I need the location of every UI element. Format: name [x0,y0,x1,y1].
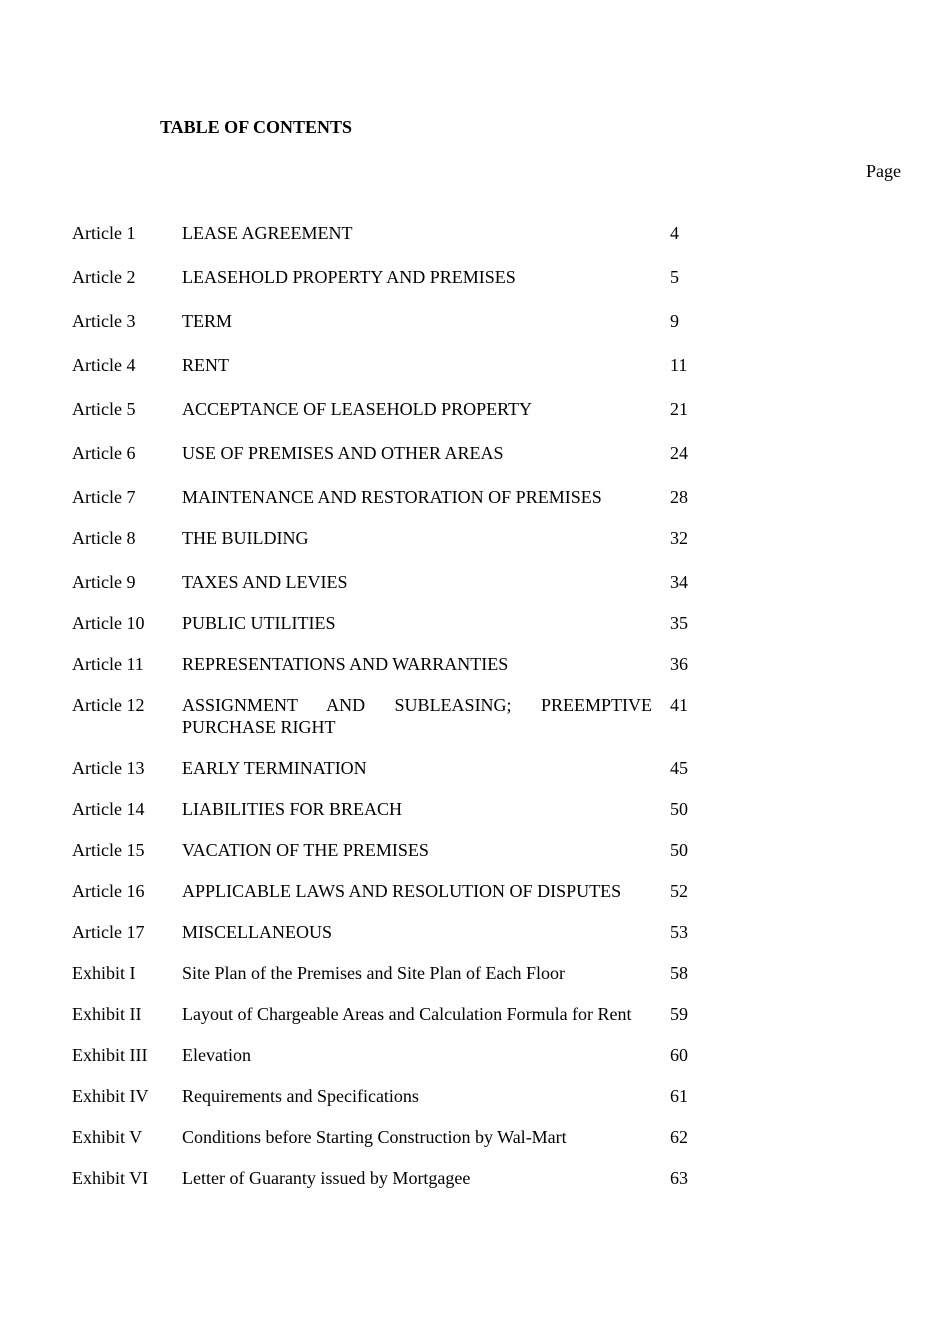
toc-entry-number: Article 8 [72,528,136,548]
toc-entry-page: 11 [670,355,688,375]
toc-entry-heading: Letter of Guaranty issued by Mortgagee [182,1168,471,1188]
toc-entry-page: 34 [670,572,688,592]
toc-entry-page: 59 [670,1004,688,1024]
toc-entry-heading: APPLICABLE LAWS AND RESOLUTION OF DISPUTES [182,881,622,901]
toc-entry-heading: ASSIGNMENT AND SUBLEASING; PREEMPTIVE PURCHASE RIGHT [182,695,652,737]
toc-entry-number: Article 7 [72,487,136,507]
toc-entry-heading: Requirements and Specifications [182,1086,419,1106]
toc-entry [72,354,712,376]
toc-entry-number: Exhibit II [72,1004,142,1024]
toc-entry-heading: LIABILITIES FOR BREACH [182,799,402,819]
toc-entry-number: Exhibit VI [72,1168,149,1188]
toc-entry [72,1003,712,1025]
toc-entry-heading: LEASEHOLD PROPERTY AND PREMISES [182,267,516,287]
toc-entry [72,266,712,288]
toc-entry [72,571,712,593]
toc-entry [72,1167,712,1189]
toc-entry-page: 5 [670,267,679,287]
toc-entry-page: 60 [670,1045,688,1065]
toc-entry-page: 36 [670,654,688,674]
page-column-label: Page [866,161,901,181]
toc-entry [72,1126,712,1148]
toc-entry [72,527,712,549]
toc-entry [72,1044,712,1066]
toc-entry-heading: RENT [182,355,229,375]
toc-entry-heading: ACCEPTANCE OF LEASEHOLD PROPERTY [182,399,533,419]
toc-entry-number: Article 17 [72,922,145,942]
toc-entry-heading: PUBLIC UTILITIES [182,613,336,633]
toc-entry-heading: THE BUILDING [182,528,309,548]
toc-entry-number: Article 11 [72,654,144,674]
toc-entry-number: Article 15 [72,840,145,860]
toc-entry-page: 62 [670,1127,688,1147]
toc-entry-page: 50 [670,799,688,819]
toc-entry-page: 45 [670,758,688,778]
toc-entry-number: Article 5 [72,399,136,419]
toc-entry-page: 58 [670,963,688,983]
toc-entry-heading: Elevation [182,1045,251,1065]
toc-entry-number: Article 12 [72,695,145,715]
toc-title: TABLE OF CONTENTS [160,117,353,137]
toc-entry-heading: Conditions before Starting Construction by Wal-Mart [182,1127,567,1147]
toc-entry-page: 61 [670,1086,688,1106]
toc-entry [72,880,712,902]
toc-entry-number: Article 6 [72,443,136,463]
toc-entry-page: 50 [670,840,688,860]
toc-entry-number: Exhibit IV [72,1086,149,1106]
toc-entry-number: Article 1 [72,223,136,243]
toc-entry [72,486,712,508]
toc-entry [72,839,712,861]
toc-entry-number: Exhibit V [72,1127,143,1147]
toc-entry-number: Article 14 [72,799,145,819]
toc-entry-page: 63 [670,1168,688,1188]
toc-list [72,203,712,1189]
toc-entry [72,310,712,332]
toc-entry-page: 35 [670,613,688,633]
toc-entry-number: Article 9 [72,572,136,592]
toc-entry-heading: TERM [182,311,233,331]
toc-entry-number: Article 16 [72,881,145,901]
toc-entry [72,653,712,675]
toc-entry [72,398,712,420]
toc-entry-page: 32 [670,528,688,548]
toc-entry-heading: USE OF PREMISES AND OTHER AREAS [182,443,504,463]
toc-entry-heading: MAINTENANCE AND RESTORATION OF PREMISES [182,487,602,507]
toc-entry-page: 28 [670,487,688,507]
toc-entry-page: 52 [670,881,688,901]
toc-entry-heading: EARLY TERMINATION [182,758,367,778]
toc-entry-heading: Site Plan of the Premises and Site Plan of Each Floor [182,963,565,983]
toc-entry [72,757,712,779]
toc-entry-page: 53 [670,922,688,942]
toc-entry-number: Exhibit I [72,963,136,983]
toc-entry-heading: TAXES AND LEVIES [182,572,348,592]
toc-entry-page: 24 [670,443,688,463]
toc-entry [72,442,712,464]
toc-entry [72,694,712,738]
toc-entry [72,222,712,244]
toc-entry-number: Exhibit III [72,1045,148,1065]
toc-entry-heading: LEASE AGREEMENT [182,223,353,243]
toc-entry-page: 21 [670,399,688,419]
toc-entry [72,962,712,984]
toc-entry [72,798,712,820]
toc-entry-heading: VACATION OF THE PREMISES [182,840,429,860]
toc-entry-number: Article 13 [72,758,145,778]
toc-entry-heading: Layout of Chargeable Areas and Calculation Formula for Rent [182,1004,632,1024]
toc-entry-number: Article 10 [72,613,145,633]
toc-entry-number: Article 3 [72,311,136,331]
toc-entry-number: Article 2 [72,267,136,287]
toc-entry-heading: REPRESENTATIONS AND WARRANTIES [182,654,509,674]
toc-entry-page: 9 [670,311,679,331]
toc-entry [72,1085,712,1107]
toc-entry [72,921,712,943]
toc-entry-page: 41 [670,695,688,715]
toc-entry-number: Article 4 [72,355,136,375]
toc-entry-heading: MISCELLANEOUS [182,922,333,942]
toc-entry-page: 4 [670,223,679,243]
toc-entry [72,612,712,634]
